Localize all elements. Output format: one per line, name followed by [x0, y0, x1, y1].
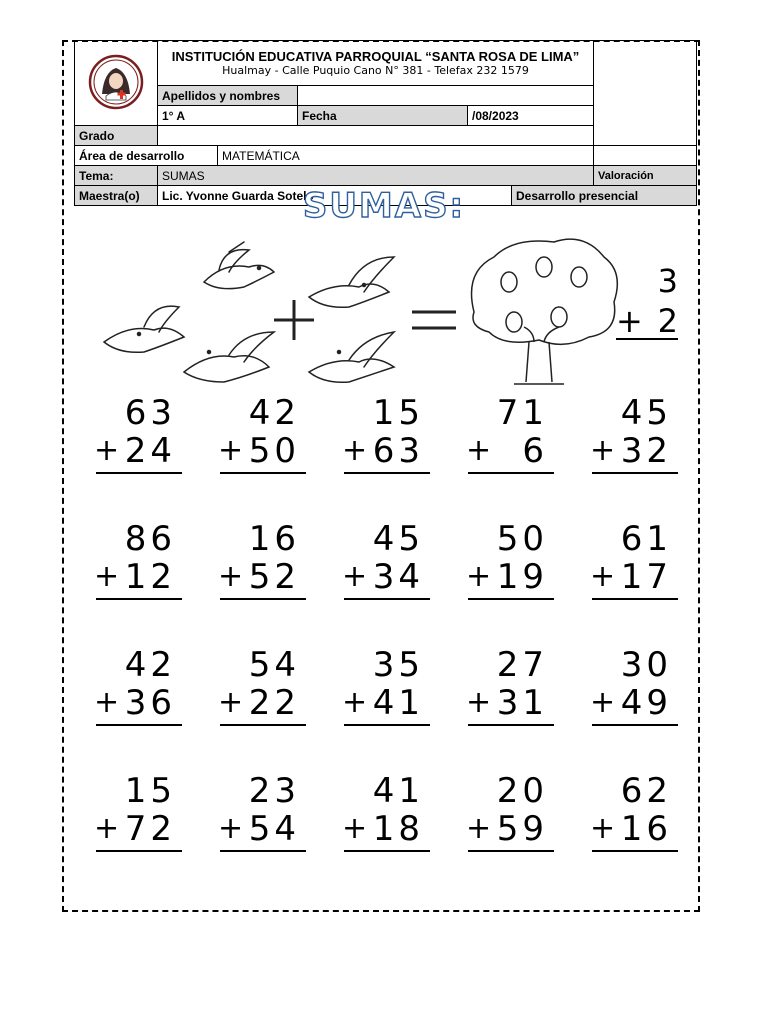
sum-bottom-row [92, 432, 182, 470]
sum-bottom-number: 36 [124, 683, 176, 723]
sum-underline [344, 598, 430, 600]
sum-bottom-row [588, 558, 678, 596]
sum-top-number: 63 [124, 393, 176, 433]
sum-problem [216, 772, 306, 852]
sum-top-number: 71 [496, 393, 548, 433]
sum-underline [344, 850, 430, 852]
example-top: 3 [657, 262, 678, 300]
sum-bottom-row [464, 432, 554, 470]
sum-bottom-row [588, 810, 678, 848]
grade-value: 1° A [158, 106, 298, 126]
sum-underline [468, 598, 554, 600]
sum-top-number: 45 [372, 519, 424, 559]
example-bottom: 2 [657, 302, 678, 340]
title-area [0, 186, 768, 226]
sum-problem [588, 520, 678, 600]
institution-cell [158, 41, 594, 86]
sum-underline [220, 850, 306, 852]
sum-top-number: 54 [248, 645, 300, 685]
sum-underline [96, 850, 182, 852]
sum-bottom-number: 34 [372, 557, 424, 597]
sum-underline [592, 724, 678, 726]
rating-label: Valoración [594, 166, 697, 186]
sum-bottom-number: 24 [124, 431, 176, 471]
sum-bottom-row [464, 810, 554, 848]
sum-top-number: 45 [620, 393, 672, 433]
names-field [298, 86, 594, 106]
sum-bottom-number: 32 [620, 431, 672, 471]
example-sum [610, 262, 678, 340]
plus-operator: + [218, 811, 248, 846]
sum-top-number: 15 [372, 393, 424, 433]
plus-operator: + [466, 559, 496, 594]
grade-label: Grado [75, 126, 158, 146]
plus-operator: + [590, 685, 620, 720]
sum-bottom-number: 63 [372, 431, 424, 471]
sum-bottom-number: 50 [248, 431, 300, 471]
sum-underline [220, 724, 306, 726]
bird-group-left [104, 242, 274, 382]
sum-bottom-number: 16 [620, 809, 672, 849]
bird-2 [104, 306, 184, 352]
bird-1 [204, 242, 274, 289]
sum-problem [92, 394, 182, 474]
sum-bottom-row [216, 432, 306, 470]
sum-top-number: 62 [620, 771, 672, 811]
institution-address: Hualmay - Calle Puquio Cano N° 381 - Telefax 232 1579 [222, 64, 529, 77]
grade-row-filler [158, 126, 594, 146]
plus-operator: + [94, 811, 124, 846]
sum-bottom-number: 12 [124, 557, 176, 597]
sum-bottom-number: 18 [372, 809, 424, 849]
bird-4 [309, 257, 394, 307]
plus-sign [274, 300, 314, 340]
equals-sign [412, 312, 456, 328]
sum-bottom-row [588, 432, 678, 470]
area-rating-cell [594, 146, 697, 166]
sum-underline [344, 724, 430, 726]
sum-problem [216, 394, 306, 474]
area-value: MATEMÁTICA [218, 146, 594, 166]
sum-top-number: 30 [620, 645, 672, 685]
sum-bottom-number: 6 [522, 431, 548, 471]
sum-underline [96, 472, 182, 474]
sum-top-number: 41 [372, 771, 424, 811]
sum-bottom-row [92, 684, 182, 722]
sum-problem [340, 520, 430, 600]
sum-bottom-row [92, 558, 182, 596]
page-title: SUMAS: [302, 186, 466, 226]
sum-bottom-number: 19 [496, 557, 548, 597]
sum-problem [588, 394, 678, 474]
sum-bottom-number: 54 [248, 809, 300, 849]
sum-top-number: 20 [496, 771, 548, 811]
topic-label: Tema: [75, 166, 158, 186]
sum-problem [588, 646, 678, 726]
sum-problem [340, 646, 430, 726]
sum-underline [468, 472, 554, 474]
plus-operator: + [94, 559, 124, 594]
sum-bottom-row [340, 558, 430, 596]
sum-top-number: 15 [124, 771, 176, 811]
plus-operator: + [590, 433, 620, 468]
plus-operator: + [218, 559, 248, 594]
sum-problem [340, 394, 430, 474]
sum-bottom-number: 59 [496, 809, 548, 849]
sum-top-number: 42 [248, 393, 300, 433]
tree-birds [501, 257, 587, 332]
date-value: /08/2023 [468, 106, 594, 126]
sum-underline [96, 598, 182, 600]
sum-problem [92, 772, 182, 852]
sum-bottom-number: 41 [372, 683, 424, 723]
sum-bottom-row [216, 558, 306, 596]
sum-problem [464, 646, 554, 726]
sum-problem [92, 520, 182, 600]
plus-operator: + [342, 685, 372, 720]
sum-top-number: 27 [496, 645, 548, 685]
mode-value: Desarrollo presencial [512, 186, 697, 206]
plus-operator: + [218, 685, 248, 720]
plus-operator: + [342, 811, 372, 846]
bird-5 [309, 332, 394, 382]
sum-top-number: 86 [124, 519, 176, 559]
sum-bottom-row [92, 810, 182, 848]
sum-top-number: 35 [372, 645, 424, 685]
teacher-label: Maestra(o) [75, 186, 158, 206]
plus-operator: + [466, 685, 496, 720]
sum-problem [464, 520, 554, 600]
plus-operator: + [466, 811, 496, 846]
plus-operator: + [342, 433, 372, 468]
sum-top-number: 42 [124, 645, 176, 685]
sum-top-number: 50 [496, 519, 548, 559]
sum-bottom-number: 31 [496, 683, 548, 723]
sum-bottom-row [340, 810, 430, 848]
sum-underline [220, 472, 306, 474]
example-plus: + [616, 302, 643, 340]
sum-underline [468, 850, 554, 852]
sum-bottom-number: 72 [124, 809, 176, 849]
sum-bottom-row [216, 810, 306, 848]
sum-underline [592, 850, 678, 852]
sum-top-number: 23 [248, 771, 300, 811]
sum-problem [464, 394, 554, 474]
sum-underline [468, 724, 554, 726]
names-label: Apellidos y nombres [158, 86, 298, 106]
sum-top-number: 61 [620, 519, 672, 559]
sum-top-number: 16 [248, 519, 300, 559]
sum-underline [220, 598, 306, 600]
sum-bottom-number: 52 [248, 557, 300, 597]
plus-operator: + [94, 433, 124, 468]
plus-operator: + [342, 559, 372, 594]
sum-problem [464, 772, 554, 852]
sum-problem [92, 646, 182, 726]
sum-bottom-number: 17 [620, 557, 672, 597]
sum-underline [344, 472, 430, 474]
sum-bottom-row [588, 684, 678, 722]
sum-bottom-row [216, 684, 306, 722]
sum-bottom-number: 22 [248, 683, 300, 723]
plus-operator: + [94, 685, 124, 720]
sum-underline [592, 472, 678, 474]
plus-operator: + [218, 433, 248, 468]
sum-bottom-row [464, 558, 554, 596]
sum-bottom-row [340, 684, 430, 722]
bird-group-right [309, 257, 394, 382]
plus-operator: + [590, 559, 620, 594]
sum-underline [592, 598, 678, 600]
bird-3 [184, 332, 274, 382]
sum-bottom-row [464, 684, 554, 722]
rating-box [594, 41, 697, 146]
birds-illustration [94, 232, 694, 392]
sum-problem [340, 772, 430, 852]
topic-value: SUMAS [158, 166, 594, 186]
sum-problem [588, 772, 678, 852]
teacher-value: Lic. Yvonne Guarda Sotelo [158, 186, 512, 206]
sum-bottom-row [340, 432, 430, 470]
plus-operator: + [466, 433, 496, 468]
sum-problem [216, 646, 306, 726]
plus-operator: + [590, 811, 620, 846]
sum-bottom-number: 49 [620, 683, 672, 723]
sum-problem [216, 520, 306, 600]
date-label: Fecha [298, 106, 468, 126]
sum-underline [96, 724, 182, 726]
tree [472, 239, 618, 384]
header-table [74, 40, 696, 203]
institution-name: INSTITUCIÓN EDUCATIVA PARROQUIAL “SANTA ROSA DE LIMA” [171, 49, 580, 64]
area-label: Área de desarrollo [75, 146, 218, 166]
school-logo [75, 41, 158, 126]
